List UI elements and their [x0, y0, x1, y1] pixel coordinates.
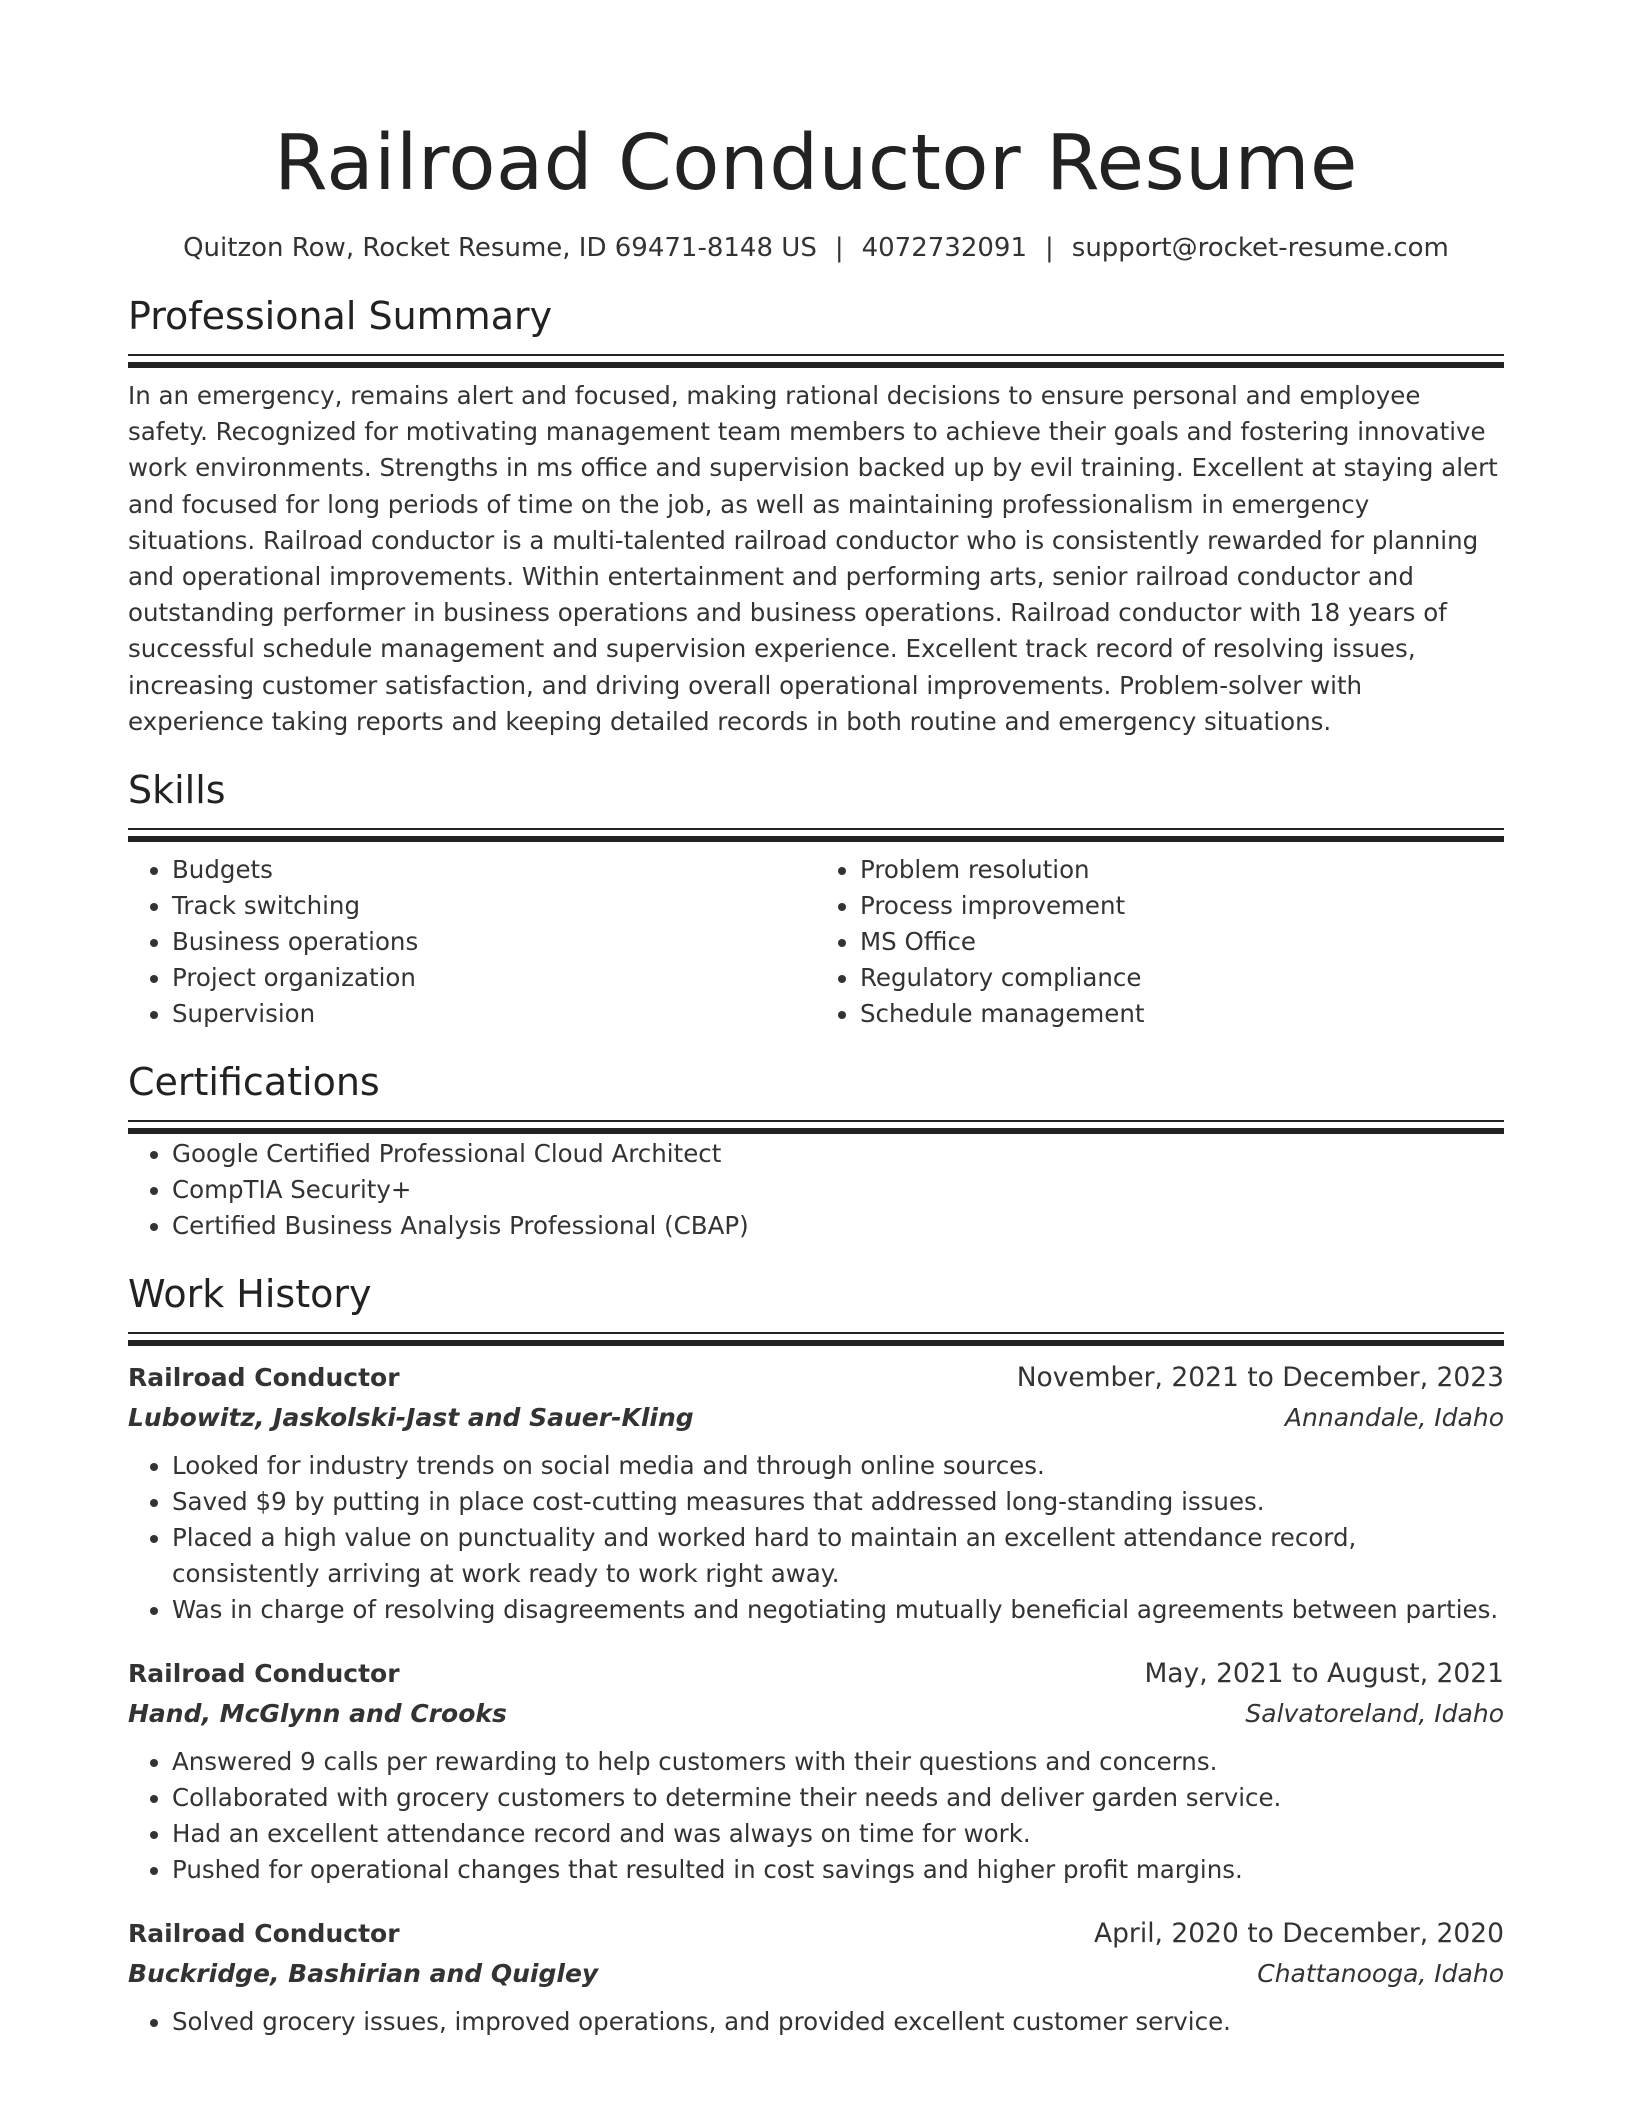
job-company: Lubowitz, Jaskolski-Jast and Sauer-Kling [128, 1403, 694, 1433]
section-heading: Work History [128, 1272, 372, 1317]
contact-separator: | [1045, 233, 1054, 263]
job-bullet: • Was in charge of resolving disagreements and negotiating mutually beneficial agreements between parties. [172, 1592, 1504, 1628]
job-entry [128, 1358, 1504, 1628]
contact-line [128, 230, 1504, 266]
section-heading: Skills [128, 768, 226, 813]
section-professional-summary [128, 292, 1504, 740]
skill-item: • Project organization [172, 960, 816, 996]
certification-item: • Certified Business Analysis Professional (CBAP) [172, 1208, 1504, 1244]
job-bullets [128, 2004, 1504, 2040]
section-divider [128, 828, 1504, 830]
contact-phone: 4072732091 [861, 233, 1028, 263]
skill-item: • MS Office [860, 924, 1504, 960]
contact-email: support@rocket-resume.com [1071, 233, 1449, 263]
section-skills [128, 766, 1504, 1032]
certification-item: • CompTIA Security+ [172, 1172, 1504, 1208]
skill-item: • Business operations [172, 924, 816, 960]
skill-item: • Schedule management [860, 996, 1504, 1032]
job-bullets [128, 1448, 1504, 1628]
contact-address: Quitzon Row, Rocket Resume, ID 69471-8148 US [183, 233, 817, 263]
job-dates: May, 2021 to August, 2021 [1144, 1658, 1504, 1690]
job-title: Railroad Conductor [128, 1659, 400, 1689]
skill-item: • Process improvement [860, 888, 1504, 924]
job-bullet: • Saved $9 by putting in place cost-cutting measures that addressed long-standing issues. [172, 1484, 1504, 1520]
job-entry [128, 1914, 1504, 2040]
job-bullet: • Looked for industry trends on social media and through online sources. [172, 1448, 1504, 1484]
job-location: Salvatoreland, Idaho [1245, 1699, 1504, 1729]
contact-separator: | [834, 233, 844, 263]
job-bullet: • Answered 9 calls per rewarding to help customers with their questions and concerns. [172, 1744, 1504, 1780]
job-company: Buckridge, Bashirian and Quigley [128, 1959, 599, 1989]
section-divider [128, 354, 1504, 356]
job-bullet: • Placed a high value on punctuality and worked hard to maintain an excellent attendance record, consistently arriving at work ready to work right away. [172, 1520, 1504, 1592]
skill-item: • Track switching [172, 888, 816, 924]
section-divider [128, 1332, 1504, 1334]
skill-item: • Budgets [172, 852, 816, 888]
job-title: Railroad Conductor [128, 1363, 400, 1393]
skill-item: • Regulatory compliance [860, 960, 1504, 996]
job-title: Railroad Conductor [128, 1919, 400, 1949]
job-company: Hand, McGlynn and Crooks [128, 1699, 507, 1729]
skill-item: • Problem resolution [860, 852, 1504, 888]
job-bullet: • Had an excellent attendance record and was always on time for work. [172, 1816, 1504, 1852]
job-bullet: • Pushed for operational changes that resulted in cost savings and higher profit margins. [172, 1852, 1504, 1888]
section-certifications [128, 1058, 1504, 1244]
skills-grid [128, 852, 1504, 1032]
job-location: Annandale, Idaho [1284, 1403, 1504, 1433]
certification-list [128, 1136, 1504, 1244]
job-dates: November, 2021 to December, 2023 [1016, 1362, 1504, 1394]
job-bullet: • Collaborated with grocery customers to determine their needs and deliver garden service. [172, 1780, 1504, 1816]
skill-item: • Supervision [172, 996, 816, 1032]
section-heading: Professional Summary [128, 294, 553, 338]
job-entry [128, 1654, 1504, 1888]
job-bullets [128, 1744, 1504, 1888]
job-location: Chattanooga, Idaho [1257, 1959, 1504, 1989]
summary-text: In an emergency, remains alert and focused, making rational decisions to ensure personal and employee safety. Recognized for motivating management team members to achieve their goals and fostering innovative work environments. Strengths in ms office and supervision backed up by evil training. Excellent at staying alert and focused for long periods of time on the job, as well as maintaining professionalism in emergency situations. Railroad conductor is a multi-talented railroad conductor who is consistently rewarded for planning and operational improvements. Within entertainment and performing arts, senior railroad conductor and outstanding performer in business operations and business operations. Railroad conductor with 18 years of successful schedule management and supervision experience. Excellent track record of resolving issues, increasing customer satisfaction, and driving overall operational improvements. Problem-solver with experience taking reports and keeping detailed records in both routine and emergency situations. [128, 381, 1498, 736]
job-dates: April, 2020 to December, 2020 [1093, 1918, 1504, 1950]
resume-title: Railroad Conductor Resume [274, 119, 1358, 208]
section-divider [128, 1120, 1504, 1122]
section-work-history [128, 1270, 1504, 2040]
job-bullet: • Solved grocery issues, improved operations, and provided excellent customer service. [172, 2004, 1504, 2040]
section-heading: Certifications [128, 1060, 380, 1105]
skills-column-left [128, 852, 816, 1032]
certification-item: • Google Certified Professional Cloud Architect [172, 1136, 1504, 1172]
skills-column-right [816, 852, 1504, 1032]
